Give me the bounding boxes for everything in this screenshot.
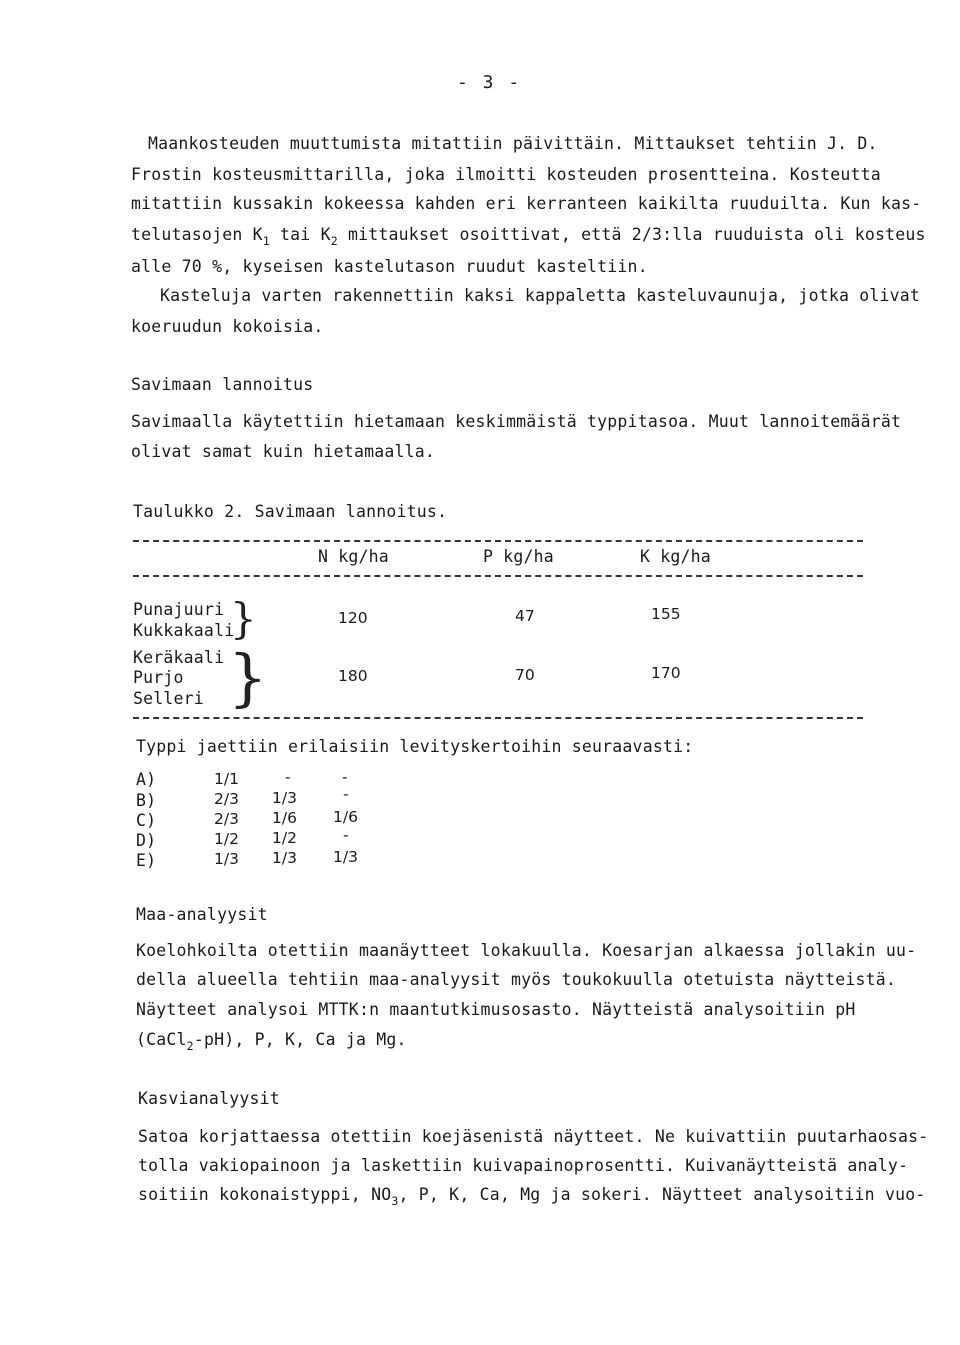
crop-label: Kukkakaali [133,621,235,640]
split-value: - [343,826,349,844]
split-value: 1/2 [214,830,239,848]
text-line: Maankosteuden muuttumista mitattiin päivittäin. Mittaukset tehtiin J. D. [148,134,878,153]
text-line: Frostin kosteusmittarilla, joka ilmoitti kosteuden prosentteina. Kosteutta [131,165,881,184]
split-intro: Typpi jaettiin erilaisiin levityskertoihin seuraavasti: [136,737,694,756]
text-line: Satoa korjattaessa otettiin koejäsenistä näytteet. Ne kuivattiin puutarhaosas- [138,1127,929,1146]
text-line: Savimaalla käytettiin hietamaan keskimmäistä typpitasoa. Muut lannoitemäärät [131,412,902,431]
split-value: 1/3 [333,848,358,866]
split-value: - [285,768,291,786]
text-line [136,1030,407,1053]
crop-label: Keräkaali [133,648,225,667]
column-header: N kg/ha [318,547,389,566]
page-number: - 3 - [457,72,522,93]
text-segment: telutasojen K [131,225,263,244]
text-segment: mittaukset osoittivat, että 2/3:lla ruuduista oli kosteus [337,225,926,244]
crop-label: Selleri [133,689,204,708]
group-brace: } [230,594,257,643]
split-value: 1/1 [214,770,239,788]
table-rule-top [133,540,863,542]
split-value: 1/3 [272,849,297,867]
column-header: K kg/ha [640,547,711,566]
text-line: Näytteet analysoi MTTK:n maantutkimusosasto. Näytteistä analysoitiin pH [136,1000,856,1019]
text-line: Kasteluja varten rakennettiin kaksi kappaletta kasteluvaunuja, jotka olivat [160,286,921,305]
group-brace: } [228,641,268,714]
table-cell-n: 180 [338,667,368,685]
table-rule-bottom [133,717,863,719]
split-value: 2/3 [214,810,239,828]
split-label: D) [136,831,157,850]
table-cell-n: 120 [338,609,368,627]
split-value: 1/2 [272,829,297,847]
subscript: 3 [391,1194,399,1208]
text-line: olivat samat kuin hietamaalla. [131,442,436,461]
column-header: P kg/ha [483,547,554,566]
table-rule-header [133,575,863,577]
text-line [138,1185,925,1208]
subscript: 2 [330,234,338,248]
text-segment: (CaCl [136,1030,187,1049]
text-segment: soitiin kokonaistyppi, NO [138,1185,392,1204]
split-value: - [342,768,348,786]
text-line: della alueella tehtiin maa-analyysit myös toukokuulla otetuista näytteistä. [136,970,897,989]
split-value: 1/6 [272,809,297,827]
text-segment: , P, K, Ca, Mg ja sokeri. Näytteet analysoitiin vuo- [398,1185,926,1204]
table-cell-k: 155 [651,605,681,623]
crop-label: Punajuuri [133,600,225,619]
section-heading: Maa-analyysit [136,905,268,924]
split-value: - [343,785,349,803]
subscript: 1 [262,234,270,248]
split-label: E) [136,851,157,870]
split-label: B) [136,791,157,810]
split-label: C) [136,811,157,830]
text-line: tolla vakiopainoon ja laskettiin kuivapainoprosentti. Kuivanäytteistä analy- [138,1156,909,1175]
table-cell-p: 47 [515,607,535,625]
text-segment: -pH), P, K, Ca ja Mg. [193,1030,407,1049]
table-cell-k: 170 [651,664,681,682]
split-value: 1/3 [214,850,239,868]
text-segment: tai K [269,225,331,244]
table-cell-p: 70 [515,666,535,684]
subscript: 2 [186,1039,194,1053]
section-heading: Kasvianalyysit [138,1089,280,1108]
split-value: 2/3 [214,790,239,808]
text-line: Koelohkoilta otettiin maanäytteet lokakuulla. Koesarjan alkaessa jollakin uu- [136,941,917,960]
text-line: alle 70 %, kyseisen kastelutason ruudut kasteltiin. [131,257,648,276]
split-value: 1/3 [272,789,297,807]
text-line: mitattiin kussakin kokeessa kahden eri kerranteen kaikilta ruuduilta. Kun kas- [131,194,922,213]
table-caption: Taulukko 2. Savimaan lannoitus. [133,502,448,521]
text-line: koeruudun kokoisia. [131,317,324,336]
section-heading: Savimaan lannoitus [131,375,314,394]
split-value: 1/6 [333,808,358,826]
crop-label: Purjo [133,668,184,687]
split-label: A) [136,770,157,789]
text-line [131,225,926,248]
